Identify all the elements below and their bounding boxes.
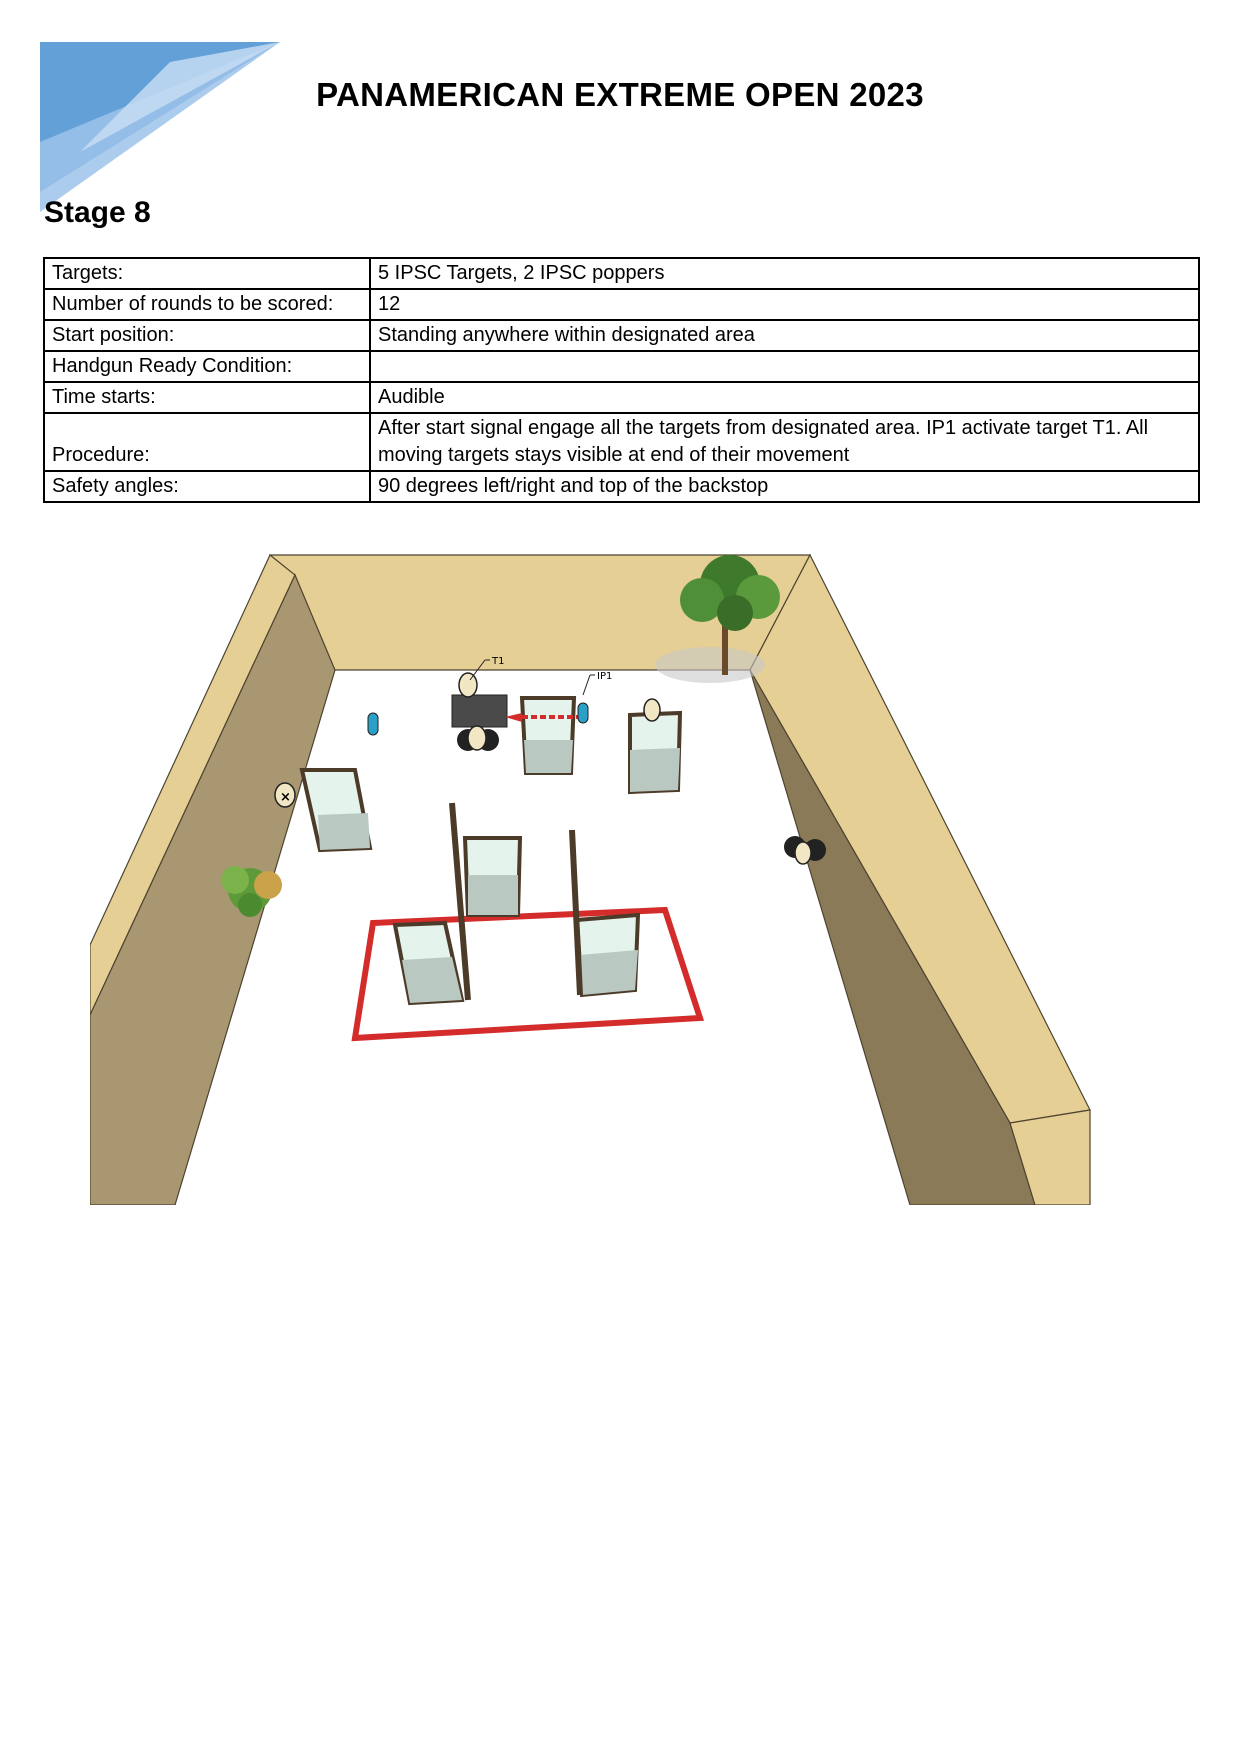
table-row — [44, 258, 1199, 289]
t1-label: T1 — [492, 656, 505, 667]
no-shoot-target — [275, 783, 295, 807]
glass-wall — [465, 838, 520, 915]
svg-text:×: × — [280, 790, 291, 805]
table-row — [44, 289, 1199, 320]
table-row — [44, 471, 1199, 502]
rounds-value: 12 — [370, 289, 1199, 320]
glass-wall — [577, 915, 638, 995]
stage-diagram — [90, 545, 1110, 1205]
time-starts-value: Audible — [370, 382, 1199, 413]
ip1-label: IP1 — [597, 671, 613, 682]
procedure-value: After start signal engage all the targets from designated area. IP1 activate target T1. All moving targets stays visible at end of their movement — [370, 413, 1199, 471]
glass-wall — [630, 713, 680, 792]
time-starts-label: Time starts: — [44, 382, 370, 413]
stage-title: Stage 8 — [44, 196, 151, 229]
safety-angles-label: Safety angles: — [44, 471, 370, 502]
targets-label: Targets: — [44, 258, 370, 289]
table-row — [44, 382, 1199, 413]
ipsc-target — [644, 699, 660, 721]
rounds-label: Number of rounds to be scored: — [44, 289, 370, 320]
targets-value: 5 IPSC Targets, 2 IPSC poppers — [370, 258, 1199, 289]
start-position-value: Standing anywhere within designated area — [370, 320, 1199, 351]
table-row — [44, 413, 1199, 471]
stage-info-table — [43, 257, 1200, 503]
corner-decoration — [40, 42, 280, 212]
glass-wall — [522, 698, 574, 773]
table-row — [44, 351, 1199, 382]
popper-target — [368, 713, 378, 735]
ready-condition-label: Handgun Ready Condition: — [44, 351, 370, 382]
ready-condition-value — [370, 351, 1199, 382]
table-row — [44, 320, 1199, 351]
safety-angles-value: 90 degrees left/right and top of the backstop — [370, 471, 1199, 502]
procedure-label: Procedure: — [44, 413, 370, 471]
document-title: PANAMERICAN EXTREME OPEN 2023 — [316, 76, 924, 113]
start-position-label: Start position: — [44, 320, 370, 351]
